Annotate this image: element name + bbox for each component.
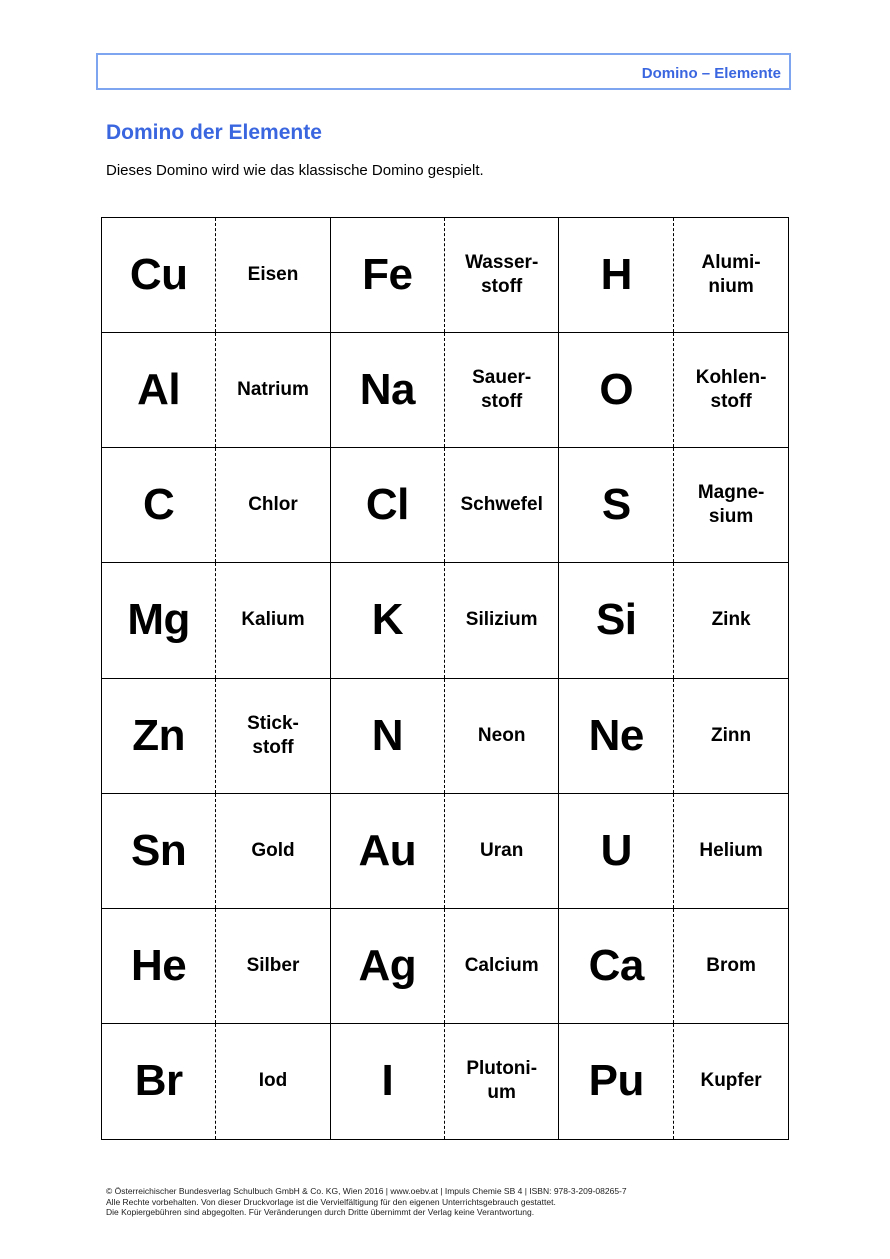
element-name: Kupfer xyxy=(700,1070,762,1092)
element-name: Helium xyxy=(699,839,763,861)
domino-name-half xyxy=(445,1024,558,1139)
domino-card xyxy=(331,794,560,909)
element-symbol: Ag xyxy=(358,940,417,990)
domino-name-half xyxy=(216,333,329,447)
element-symbol: Mg xyxy=(127,595,190,645)
domino-symbol-half xyxy=(102,794,216,908)
domino-card xyxy=(331,563,560,678)
element-symbol: Na xyxy=(359,365,415,415)
domino-name-half xyxy=(674,563,788,677)
element-symbol: Ca xyxy=(588,940,644,990)
element-name: Iod xyxy=(258,1070,288,1092)
domino-card xyxy=(102,909,331,1024)
domino-name-half xyxy=(674,218,788,332)
element-name: Eisen xyxy=(247,264,299,286)
domino-symbol-half xyxy=(102,563,216,677)
element-name: Neon xyxy=(477,724,526,746)
element-name: Gold xyxy=(251,839,295,861)
domino-card xyxy=(559,1024,788,1139)
domino-name-half xyxy=(445,563,558,677)
domino-name-half xyxy=(674,448,788,562)
domino-name-half xyxy=(445,909,558,1023)
element-name: Alumi- nium xyxy=(701,252,761,298)
domino-card xyxy=(331,1024,560,1139)
element-name: Sauer- stoff xyxy=(472,367,532,413)
element-symbol: O xyxy=(599,365,634,415)
domino-card xyxy=(102,333,331,448)
domino-name-half xyxy=(216,794,329,908)
domino-name-half xyxy=(674,679,788,793)
domino-name-half xyxy=(216,679,329,793)
element-symbol: N xyxy=(371,710,403,760)
element-name: Zink xyxy=(711,609,751,631)
element-name: Natrium xyxy=(237,379,309,401)
domino-symbol-half xyxy=(559,333,674,447)
domino-name-half xyxy=(674,333,788,447)
domino-name-half xyxy=(445,218,558,332)
domino-card xyxy=(559,218,788,333)
element-symbol: Pu xyxy=(588,1056,644,1106)
element-symbol: Zn xyxy=(132,710,186,760)
domino-name-half xyxy=(216,448,329,562)
header-label: Domino – Elemente xyxy=(641,65,781,82)
footer-copyright: © Österreichischer Bundesverlag Schulbuch GmbH & Co. KG, Wien 2016 | www.oebv.at | Impuls Chemie SB 4 | ISBN: 978-3-209-08265-7 xyxy=(106,1186,627,1196)
domino-name-half xyxy=(216,1024,329,1139)
footer-rights: Alle Rechte vorbehalten. Von dieser Druckvorlage ist die Vervielfältigung für den eigenen Unterrichtsgebrauch gestattet. xyxy=(106,1196,556,1207)
domino-card xyxy=(331,679,560,794)
element-name: Kohlen- stoff xyxy=(695,367,767,413)
domino-symbol-half xyxy=(559,563,674,677)
domino-card xyxy=(102,679,331,794)
element-symbol: U xyxy=(600,825,632,875)
header-box xyxy=(96,53,791,90)
domino-symbol-half xyxy=(331,563,445,677)
domino-name-half xyxy=(445,794,558,908)
domino-card xyxy=(331,218,560,333)
domino-name-half xyxy=(445,679,558,793)
domino-symbol-half xyxy=(559,1024,674,1139)
element-name: Chlor xyxy=(248,494,298,516)
domino-symbol-half xyxy=(102,218,216,332)
domino-grid xyxy=(101,217,789,1140)
element-name: Calcium xyxy=(464,954,539,976)
footer xyxy=(106,1186,627,1218)
element-symbol: K xyxy=(371,595,403,645)
element-symbol: Si xyxy=(595,595,637,645)
element-symbol: Al xyxy=(137,365,181,415)
domino-symbol-half xyxy=(559,679,674,793)
domino-symbol-half xyxy=(331,218,445,332)
domino-symbol-half xyxy=(102,909,216,1023)
domino-symbol-half xyxy=(102,448,216,562)
element-name: Magne- sium xyxy=(697,482,765,528)
intro-text: Dieses Domino wird wie das klassische Domino gespielt. xyxy=(106,162,484,179)
element-symbol: H xyxy=(600,250,632,300)
domino-name-half xyxy=(674,1024,788,1139)
element-symbol: S xyxy=(601,480,631,530)
domino-symbol-half xyxy=(559,794,674,908)
domino-card xyxy=(559,448,788,563)
domino-name-half xyxy=(216,563,329,677)
domino-card xyxy=(559,563,788,678)
domino-symbol-half xyxy=(331,448,445,562)
domino-card xyxy=(559,909,788,1024)
element-symbol: Sn xyxy=(131,825,187,875)
domino-card xyxy=(102,218,331,333)
domino-card xyxy=(559,679,788,794)
domino-card xyxy=(331,448,560,563)
domino-name-half xyxy=(445,448,558,562)
domino-name-half xyxy=(445,333,558,447)
footer-fees: Die Kopiergebühren sind abgegolten. Für Veränderungen durch Dritte übernimmt der Verlag keine Verantwortung. xyxy=(106,1207,535,1217)
element-name: Wasser- stoff xyxy=(465,252,539,298)
element-name: Silber xyxy=(246,954,300,976)
domino-card xyxy=(102,1024,331,1139)
element-symbol: Cl xyxy=(365,480,409,530)
element-name: Zinn xyxy=(711,724,752,746)
domino-symbol-half xyxy=(331,794,445,908)
element-name: Plutoni- um xyxy=(466,1058,538,1104)
domino-symbol-half xyxy=(559,909,674,1023)
domino-symbol-half xyxy=(331,1024,445,1139)
element-symbol: Cu xyxy=(129,250,188,300)
element-name: Brom xyxy=(706,954,756,976)
domino-name-half xyxy=(674,794,788,908)
domino-card xyxy=(102,563,331,678)
domino-symbol-half xyxy=(559,448,674,562)
element-name: Silizium xyxy=(465,609,538,631)
domino-symbol-half xyxy=(331,679,445,793)
domino-symbol-half xyxy=(559,218,674,332)
domino-symbol-half xyxy=(102,679,216,793)
element-name: Stick- stoff xyxy=(247,712,299,758)
domino-symbol-half xyxy=(331,909,445,1023)
domino-name-half xyxy=(674,909,788,1023)
domino-card xyxy=(102,794,331,909)
element-name: Schwefel xyxy=(460,494,543,516)
domino-symbol-half xyxy=(102,1024,216,1139)
element-symbol: Br xyxy=(134,1056,183,1106)
domino-card xyxy=(331,909,560,1024)
domino-symbol-half xyxy=(331,333,445,447)
page-title: Domino der Elemente xyxy=(106,121,322,144)
domino-symbol-half xyxy=(102,333,216,447)
domino-name-half xyxy=(216,218,329,332)
element-symbol: He xyxy=(131,940,187,990)
domino-card xyxy=(559,794,788,909)
element-symbol: Fe xyxy=(362,250,413,300)
element-name: Uran xyxy=(480,839,524,861)
domino-card xyxy=(102,448,331,563)
element-symbol: Ne xyxy=(588,710,644,760)
element-symbol: I xyxy=(381,1056,394,1106)
domino-card xyxy=(331,333,560,448)
element-symbol: C xyxy=(143,480,175,530)
element-symbol: Au xyxy=(358,825,417,875)
domino-name-half xyxy=(216,909,329,1023)
domino-card xyxy=(559,333,788,448)
element-name: Kalium xyxy=(241,609,305,631)
